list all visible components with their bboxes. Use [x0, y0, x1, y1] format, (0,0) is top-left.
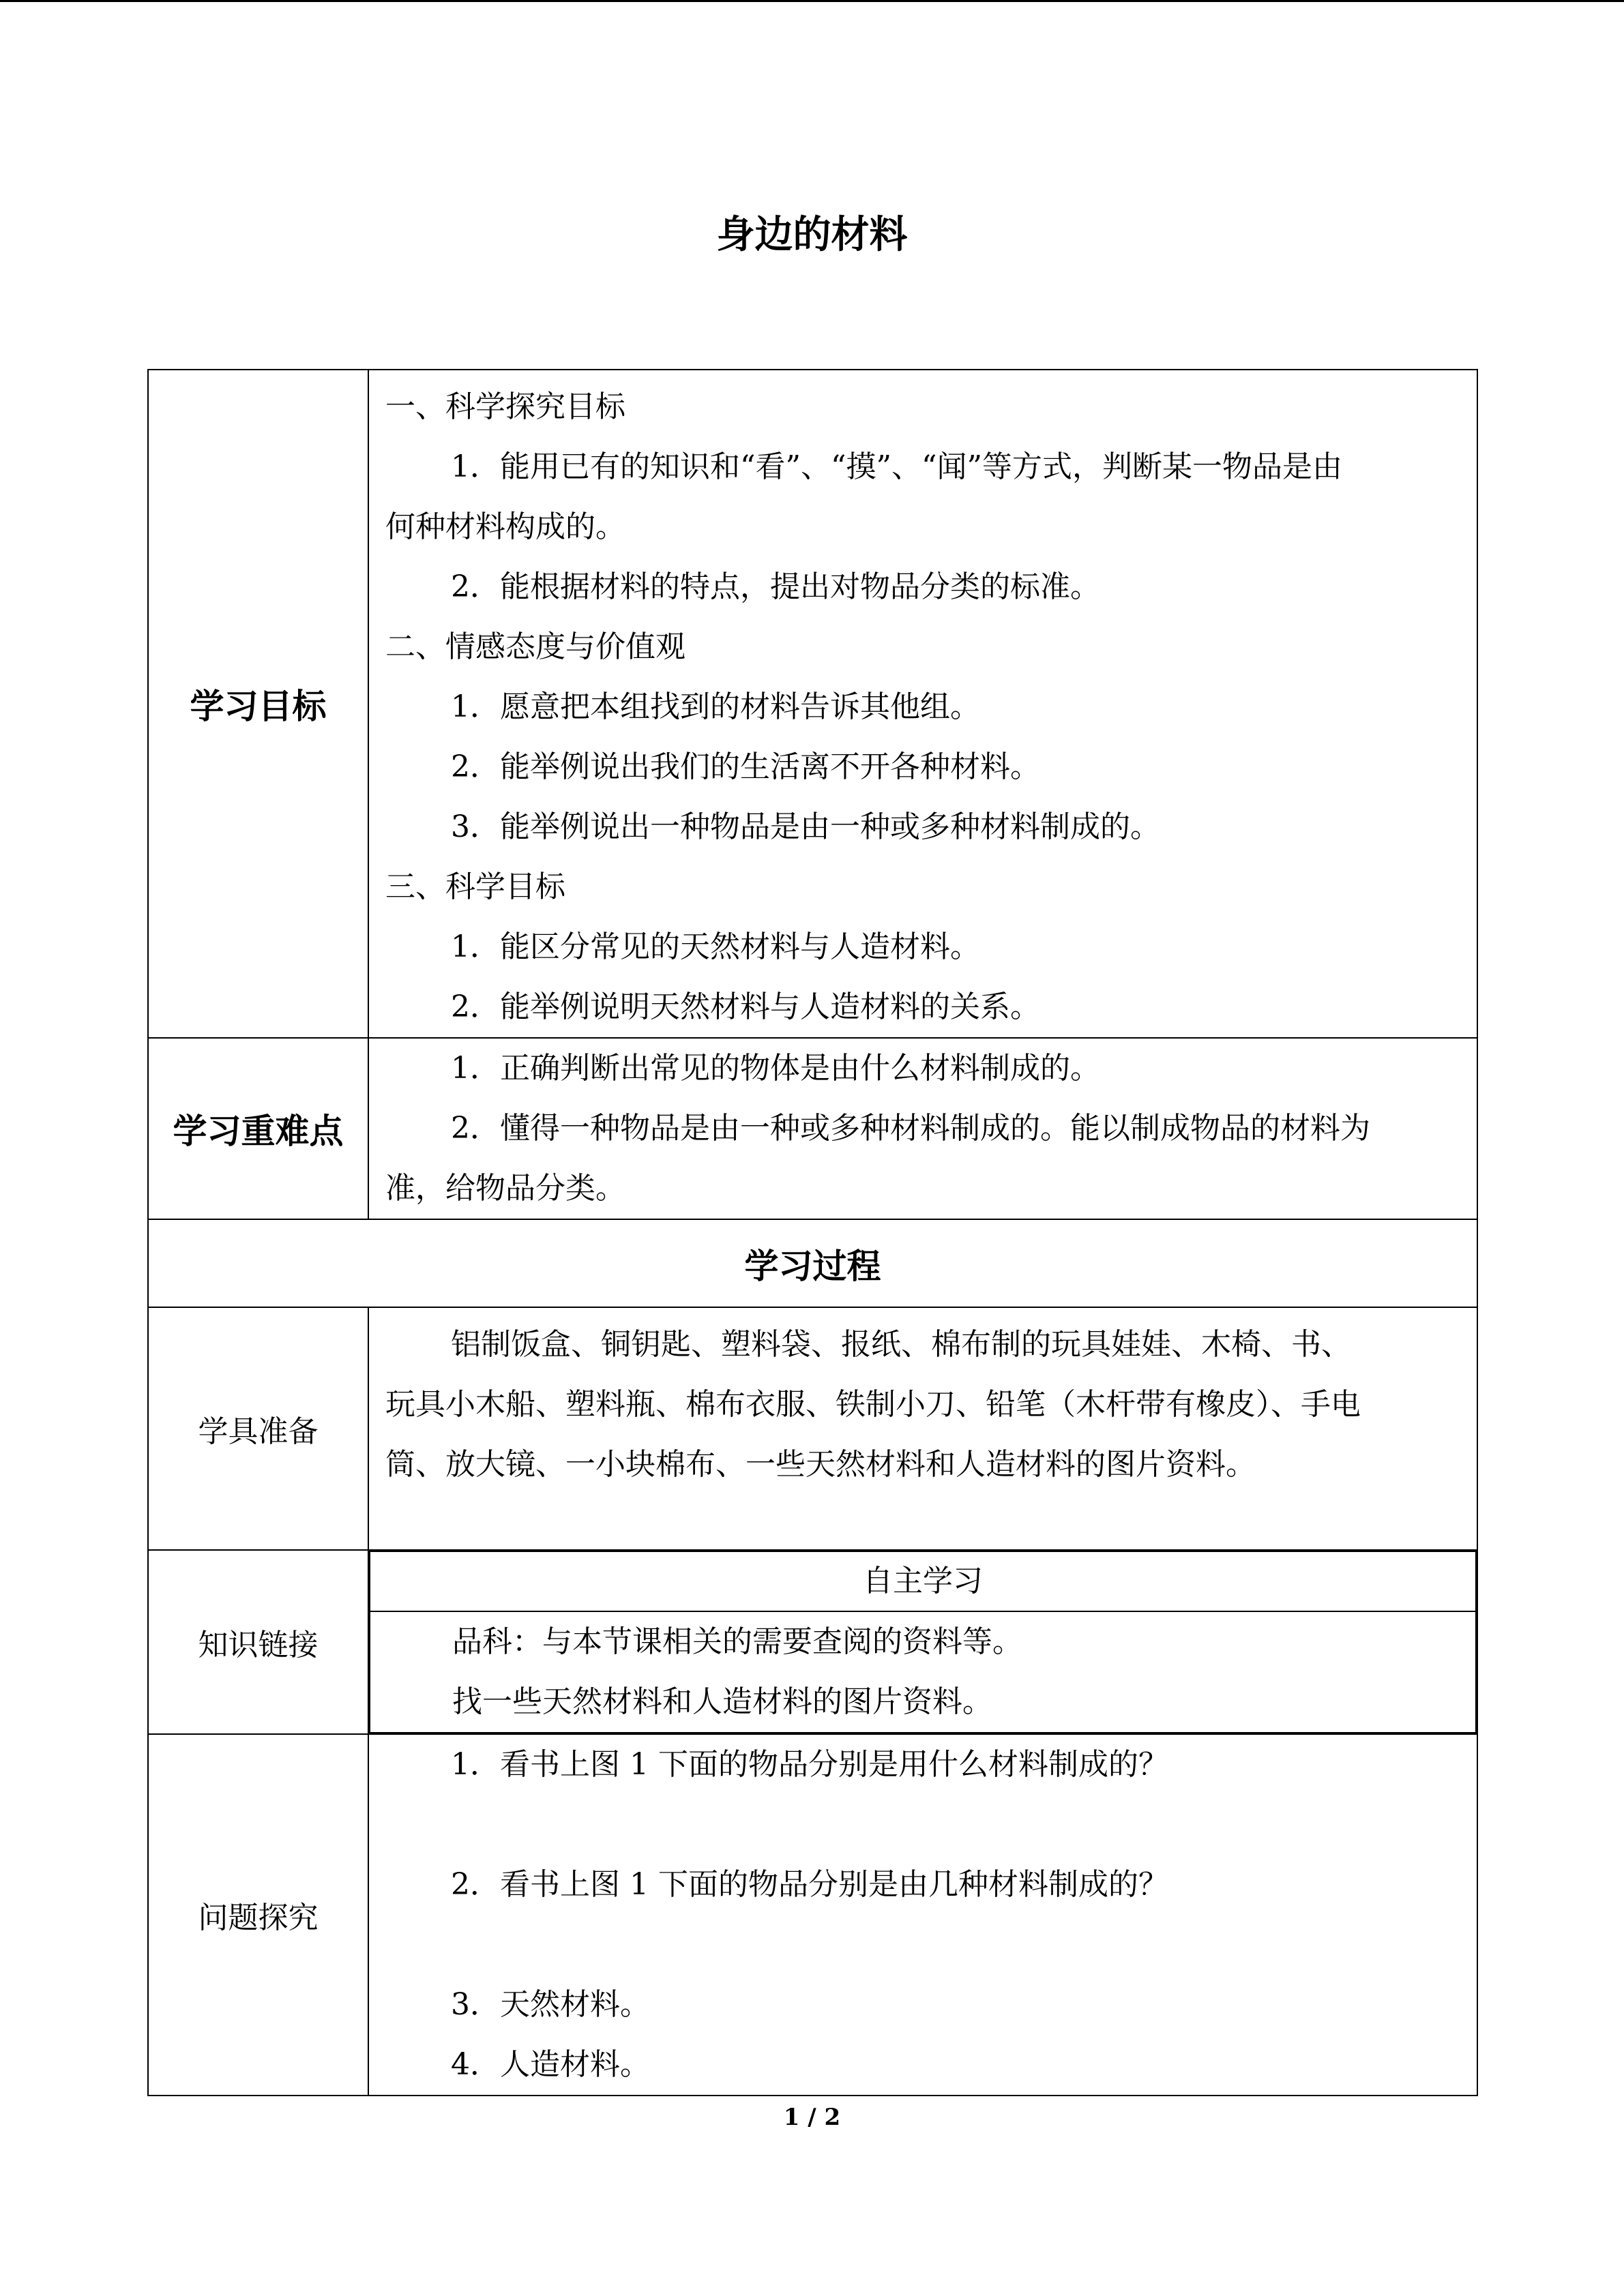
goals-line: 三、科学目标 — [385, 869, 565, 904]
knowledge-line: 找一些天然材料和人造材料的图片资料。 — [452, 1684, 992, 1719]
goals-line: 2．能举例说明天然材料与人造材料的关系。 — [451, 989, 1040, 1024]
row-process — [148, 1219, 1477, 1307]
goals-line: 何种材料构成的。 — [385, 509, 625, 544]
knowledge-content — [368, 1550, 1477, 1734]
row-key-points — [148, 1038, 1477, 1219]
knowledge-subheader: 自主学习 — [370, 1551, 1476, 1611]
key-points-line: 1．正确判断出常见的物体是由什么材料制成的。 — [451, 1051, 1100, 1086]
page-number: 1 / 2 — [783, 2104, 841, 2131]
goals-line: 一、科学探究目标 — [385, 389, 625, 424]
row-knowledge — [148, 1550, 1477, 1734]
key-points-line: 准，给物品分类。 — [385, 1171, 625, 1206]
goals-line: 1．能区分常见的天然材料与人造材料。 — [451, 929, 980, 964]
explore-line: 4．人造材料。 — [451, 2047, 650, 2082]
goals-line: 2．能举例说出我们的生活离不开各种材料。 — [451, 749, 1040, 784]
tools-line: 玩具小木船、塑料瓶、棉布衣服、铁制小刀、铅笔（木杆带有橡皮）、手电 — [385, 1387, 1361, 1422]
row-explore — [148, 1734, 1477, 2096]
top-rule — [0, 0, 1624, 2]
goals-line: 2．能根据材料的特点，提出对物品分类的标准。 — [451, 569, 1100, 604]
explore-label: 问题探究 — [148, 1734, 368, 2096]
knowledge-label: 知识链接 — [148, 1550, 368, 1734]
key-points-line: 2．懂得一种物品是由一种或多种材料制成的。能以制成物品的材料为 — [451, 1111, 1370, 1146]
explore-line: 1．看书上图 1 下面的物品分别是用什么材料制成的？ — [451, 1747, 1168, 1782]
process-heading: 学习过程 — [148, 1219, 1477, 1307]
tools-label: 学具准备 — [148, 1307, 368, 1550]
row-goals — [148, 370, 1477, 1038]
row-tools — [148, 1307, 1477, 1550]
lesson-table — [147, 369, 1478, 2096]
page-title: 身边的材料 — [716, 213, 908, 257]
explore-line: 3．天然材料。 — [451, 1987, 650, 2022]
goals-line: 3．能举例说出一种物品是由一种或多种材料制成的。 — [451, 809, 1160, 844]
goals-line: 1．能用已有的知识和“看”、“摸”、“闻”等方式，判断某一物品是由 — [451, 449, 1342, 484]
key-points-content — [368, 1038, 1477, 1219]
knowledge-subtable — [369, 1551, 1477, 1733]
key-points-label: 学习重难点 — [148, 1038, 368, 1219]
knowledge-line: 品科：与本节课相关的需要查阅的资料等。 — [452, 1624, 1022, 1659]
goals-line: 二、情感态度与价值观 — [385, 629, 685, 664]
goals-line: 1．愿意把本组找到的材料告诉其他组。 — [451, 689, 980, 724]
explore-content — [368, 1734, 1477, 2096]
tools-line: 铝制饭盒、铜钥匙、塑料袋、报纸、棉布制的玩具娃娃、木椅、书、 — [451, 1327, 1351, 1362]
goals-label: 学习目标 — [148, 370, 368, 1038]
tools-content — [368, 1307, 1477, 1550]
tools-line: 筒、放大镜、一小块棉布、一些天然材料和人造材料的图片资料。 — [385, 1447, 1256, 1482]
goals-content — [368, 370, 1477, 1038]
explore-line: 2．看书上图 1 下面的物品分别是由几种材料制成的？ — [451, 1867, 1168, 1902]
